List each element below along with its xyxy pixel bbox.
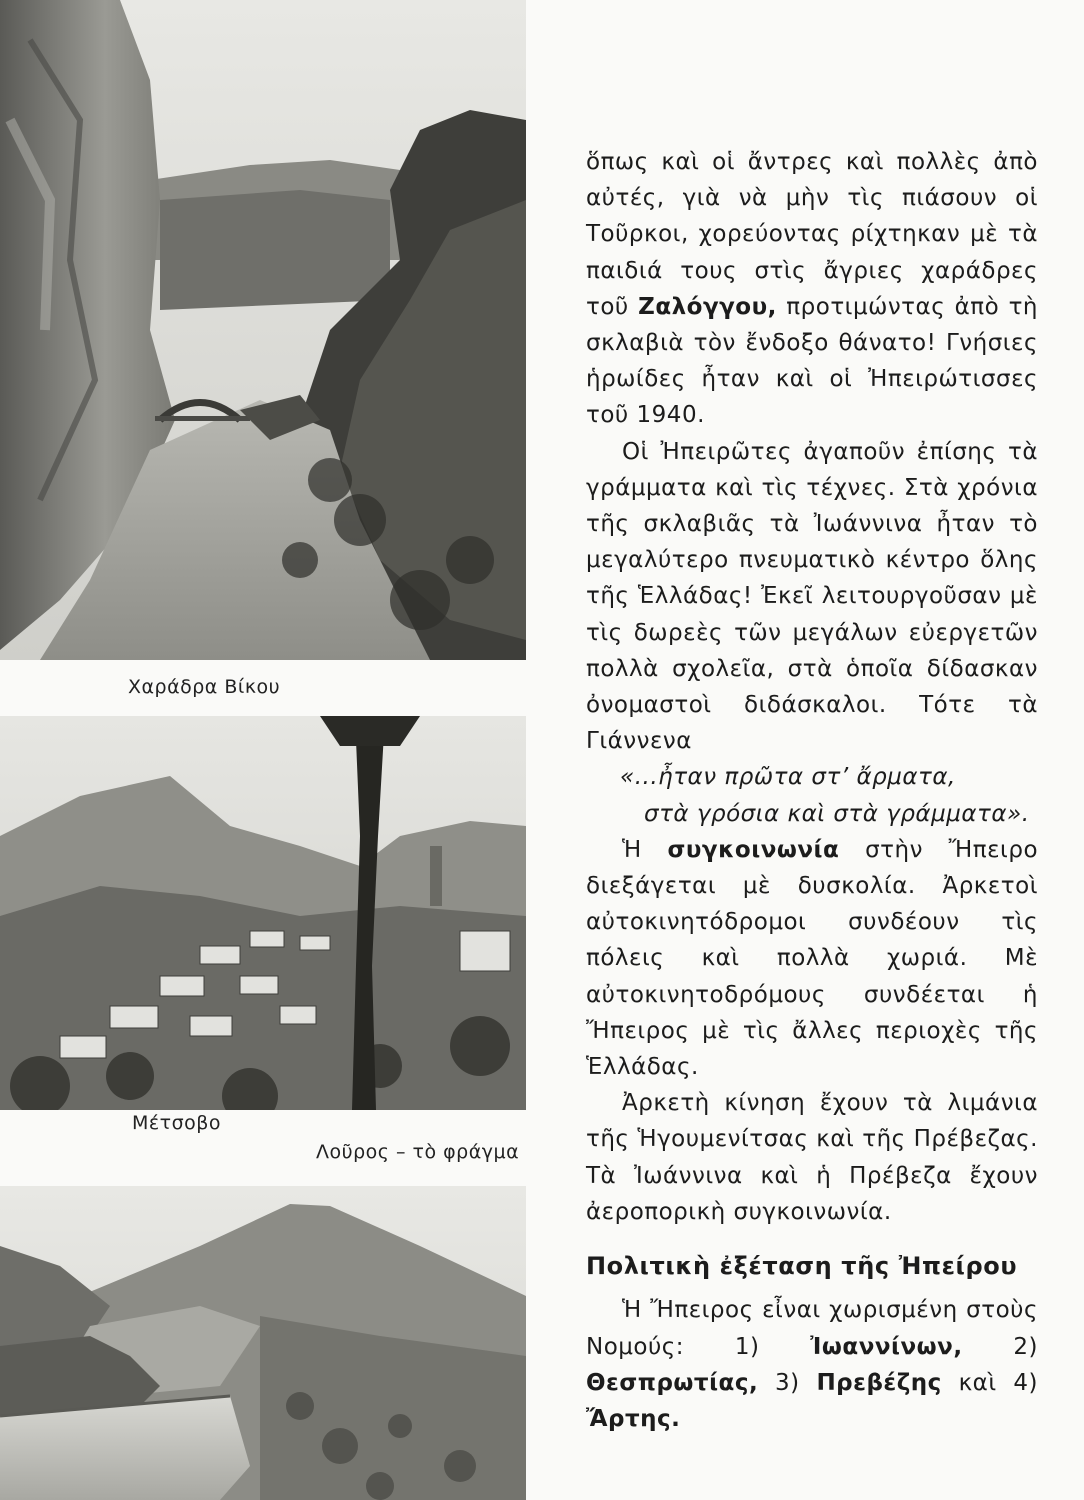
photo-louros-dam: [0, 1186, 526, 1500]
paragraph-transport: Ἡ συγκοινωνία στὴν Ἤπειρο διεξάγεται μὲ δυσκολία. Ἀρκετοὶ αὐτοκινητόδρομοι συνδέουν τὶς πόλεις καὶ πολλὰ χωριά. Μὲ αὐτοκινητοδρόμους συνδέεται ἡ Ἤπειρος μὲ τὶς ἄλλες περιοχὲς τῆς Ἑλλάδας.: [586, 836, 1039, 1081]
photo-vikos-gorge: [0, 0, 526, 660]
caption-vikos: Χαράδρα Βίκου: [128, 676, 281, 698]
prefecture-preveza: Πρεβέζης: [816, 1369, 942, 1396]
paragraph-zalongo: ὅπως καὶ οἱ ἄντρες καὶ πολλὲς ἀπὸ αὐτές, γιὰ νὰ μὴν τὶς πιάσουν οἱ Τοῦρκοι, χορεύοντας ρίχτηκαν μὲ τὰ παιδιά τους στὶς ἄγριες χαράδρες τοῦ Ζαλόγγου, προτιμώντας ἀπὸ τὴ σκλαβιὰ τὸν ἔνδοξο θάνατο! Γνήσιες ἡρωίδες ἦταν καὶ οἱ Ἠπειρώτισσες τοῦ 1940.: [586, 149, 1038, 429]
text-column: [586, 144, 1038, 1437]
paragraph-letters: Οἱ Ἠπειρῶτες ἀγαποῦν ἐπίσης τὰ γράμματα καὶ τὶς τέχνες. Στὰ χρόνια τῆς σκλαβιᾶς τὰ Ἰωάννινα ἦταν τὸ μεγαλύτερο πνευματικὸ κέντρο ὅλης τῆς Ἑλλάδας! Ἐκεῖ λειτουργοῦσαν μὲ τὶς δωρεὲς τῶν μεγάλων εὐεργετῶν πολλὰ σχολεῖα, στὰ ὁποῖα δίδασκαν ὀνομαστοὶ διδάσκαλοι. Τότε τὰ Γιάννενα: [586, 438, 1038, 755]
prefecture-thesprotia: Θεσπρωτίας,: [586, 1369, 759, 1396]
photo-metsovo: [0, 716, 526, 1110]
bold-zalongo: Ζαλόγγου,: [638, 293, 777, 320]
section-heading: Πολιτικὴ ἐξέταση τῆς Ἠπείρου: [586, 1252, 1018, 1281]
prefecture-ioannina: Ἰωαννίνων,: [810, 1333, 963, 1360]
paragraph-ports: Ἀρκετὴ κίνηση ἔχουν τὰ λιμάνια τῆς Ἡγουμενίτσας καὶ τῆς Πρέβεζας. Τὰ Ἰωάννινα καὶ ἡ Πρέβεζα ἔχουν ἀεροπορικὴ συγκοινωνία.: [586, 1090, 1038, 1225]
caption-metsovo: Μέτσοβο: [132, 1112, 222, 1134]
paragraph-prefectures: Ἡ Ἤπειρος εἶναι χωρισμένη στοὺς Νομούς: 1) Ἰωαννίνων, 2) Θεσπρωτίας, 3) Πρεβέζης καὶ 4) Ἄρτης.: [586, 1297, 1039, 1432]
caption-louros: Λοῦρος – τὸ φράγμα: [316, 1141, 520, 1163]
bold-transport: συγκοινωνία: [667, 836, 840, 863]
quote-line-1: «...ἦταν πρῶτα στ’ ἄρματα,: [620, 764, 956, 791]
quote-line-2: στὰ γρόσια καὶ στὰ γράμματα».: [644, 800, 1030, 827]
prefecture-arta: Ἄρτης.: [586, 1405, 681, 1432]
